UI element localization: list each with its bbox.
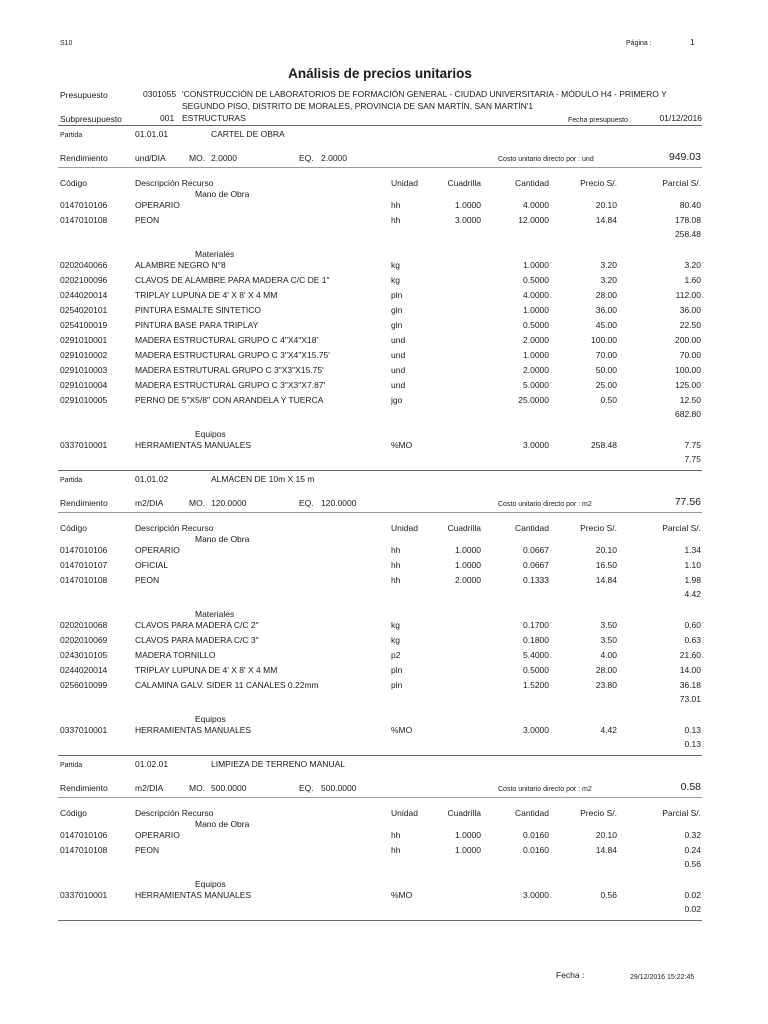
item-code: 0254100019	[60, 320, 108, 330]
item-cantidad: 1.0000	[523, 305, 549, 315]
item-unit: hh	[391, 200, 401, 210]
item-parcial: 36.18	[679, 680, 701, 690]
item-precio: 50.00	[595, 365, 617, 375]
item-parcial: 21.60	[679, 650, 701, 660]
group-title: Materiales	[195, 609, 235, 619]
item-precio: 25.00	[595, 380, 617, 390]
item-unit: hh	[391, 575, 401, 585]
rendimiento-divider	[58, 512, 702, 513]
group-subtotal: 682.80	[675, 409, 701, 419]
item-precio: 16.50	[595, 560, 617, 570]
item-description: MADERA ESTRUCTURAL GRUPO C 3"X3"X7.87'	[135, 380, 326, 390]
item-cantidad: 1.0000	[523, 260, 549, 270]
group-subtotal: 73.01	[679, 694, 701, 704]
item-parcial: 0.32	[684, 830, 701, 840]
item-code: 0202040066	[60, 260, 108, 270]
costo-label: Costo unitario directo por : und	[498, 156, 594, 163]
item-cuadrilla: 1.0000	[455, 200, 481, 210]
item-unit: gln	[391, 320, 403, 330]
item-code: 0243010105	[60, 650, 108, 660]
item-code: 0254020101	[60, 305, 108, 315]
item-description: TRIPLAY LUPUNA DE 4' X 8' X 4 MM	[135, 665, 278, 675]
item-unit: %MO	[391, 440, 413, 450]
group-title: Mano de Obra	[195, 534, 250, 544]
item-cantidad: 3.0000	[523, 890, 549, 900]
item-unit: und	[391, 365, 406, 375]
fecha-presupuesto: 01/12/2016	[659, 113, 702, 123]
item-description: PERNO DE 5"X5/8" CON ARANDELA Y TUERCA	[135, 395, 324, 405]
mo-value: 120.0000	[211, 498, 247, 508]
item-unit: pln	[391, 290, 403, 300]
item-description: PINTURA BASE PARA TRIPLAY	[135, 320, 259, 330]
col-header-descripcion: Descripción Recurso	[135, 808, 214, 818]
item-parcial: 36.00	[679, 305, 701, 315]
col-header-parcial: Parcial S/.	[662, 808, 701, 818]
eq-label: EQ.	[299, 153, 314, 163]
subpresupuesto-label: Subpresupuesto	[60, 114, 122, 124]
item-parcial: 125.00	[675, 380, 701, 390]
item-precio: 20.10	[595, 200, 617, 210]
item-precio: 36.00	[595, 305, 617, 315]
item-precio: 3.50	[600, 635, 617, 645]
item-description: MADERA ESTRUCTURAL GRUPO C 4"X4"X18'	[135, 335, 319, 345]
eq-label: EQ.	[299, 783, 314, 793]
item-description: CLAVOS DE ALAMBRE PARA MADERA C/C DE 1"	[135, 275, 330, 285]
eq-value: 120.0000	[321, 498, 357, 508]
page-title: Análisis de precios unitarios	[288, 66, 472, 81]
item-description: PEON	[135, 215, 160, 225]
item-precio: 20.10	[595, 830, 617, 840]
group-title: Equipos	[195, 879, 226, 889]
item-parcial: 7.75	[684, 440, 701, 450]
group-title: Equipos	[195, 714, 226, 724]
item-parcial: 70.00	[679, 350, 701, 360]
partida-code: 01.01.02	[135, 474, 169, 484]
item-description: MADERA ESTRUCTURAL GRUPO C 3"X4"X15.75'	[135, 350, 330, 360]
eq-label: EQ.	[299, 498, 314, 508]
group-subtotal: 0.02	[684, 904, 701, 914]
item-unit: und	[391, 350, 406, 360]
header-divider	[58, 125, 702, 126]
col-header-parcial: Parcial S/.	[662, 178, 701, 188]
costo-unitario: 77.56	[674, 496, 701, 508]
item-parcial: 12.50	[679, 395, 701, 405]
partida-separator	[58, 470, 702, 471]
item-code: 0202100096	[60, 275, 108, 285]
item-unit: hh	[391, 545, 401, 555]
group-title: Mano de Obra	[195, 189, 250, 199]
group-subtotal: 0.56	[684, 859, 701, 869]
item-parcial: 1.60	[684, 275, 701, 285]
col-header-precio: Precio S/.	[580, 178, 617, 188]
item-cantidad: 12.0000	[518, 215, 549, 225]
item-precio: 14.84	[595, 845, 617, 855]
rendimiento-divider	[58, 797, 702, 798]
item-parcial: 3.20	[684, 260, 701, 270]
item-unit: %MO	[391, 725, 413, 735]
item-description: HERRAMIENTAS MANUALES	[135, 440, 252, 450]
partida-code: 01.01.01	[135, 129, 169, 139]
presupuesto-text-line1: 'CONSTRUCCIÓN DE LABORATORIOS DE FORMACIÓN GENERAL - CIUDAD UNIVERSITARIA - MÓDULO H4 - PRIMERO Y	[182, 89, 667, 99]
presupuesto-text-line2: SEGUNDO PISO, DISTRITO DE MORALES, PROVINCIA DE SAN MARTÍN, SAN MARTÍN'1	[182, 101, 534, 111]
item-precio: 23.80	[595, 680, 617, 690]
item-cantidad: 0.1333	[523, 575, 549, 585]
item-cantidad: 2.0000	[523, 365, 549, 375]
subpresupuesto-name: ESTRUCTURAS	[182, 113, 246, 123]
item-description: PINTURA ESMALTE SINTETICO	[135, 305, 261, 315]
item-code: 0147010108	[60, 845, 108, 855]
item-cantidad: 0.0667	[523, 545, 549, 555]
item-cuadrilla: 1.0000	[455, 560, 481, 570]
item-parcial: 1.34	[684, 545, 701, 555]
item-precio: 45.00	[595, 320, 617, 330]
costo-label: Costo unitario directo por : m2	[498, 501, 592, 508]
col-header-codigo: Código	[60, 523, 87, 533]
item-precio: 0.50	[600, 395, 617, 405]
item-unit: kg	[391, 635, 400, 645]
item-description: PEON	[135, 845, 160, 855]
item-unit: hh	[391, 830, 401, 840]
group-title: Mano de Obra	[195, 819, 250, 829]
item-cuadrilla: 3.0000	[455, 215, 481, 225]
item-unit: hh	[391, 845, 401, 855]
item-parcial: 0.13	[684, 725, 701, 735]
item-unit: hh	[391, 560, 401, 570]
item-precio: 3.20	[600, 260, 617, 270]
partida-label: Partida	[60, 762, 83, 769]
col-header-cantidad: Cantidad	[514, 808, 549, 818]
item-description: ALAMBRE NEGRO N°8	[135, 260, 226, 270]
item-unit: %MO	[391, 890, 413, 900]
item-code: 0147010106	[60, 545, 108, 555]
item-cantidad: 5.4000	[523, 650, 549, 660]
mo-label: MO.	[189, 783, 206, 793]
item-parcial: 100.00	[675, 365, 701, 375]
group-subtotal: 7.75	[684, 454, 701, 464]
item-unit: kg	[391, 260, 400, 270]
rendimiento-label: Rendimiento	[60, 783, 108, 793]
eq-value: 2.0000	[321, 153, 347, 163]
item-code: 0291010004	[60, 380, 108, 390]
col-header-cantidad: Cantidad	[514, 523, 549, 533]
item-precio: 20.10	[595, 545, 617, 555]
item-precio: 0.56	[600, 890, 617, 900]
item-precio: 3.50	[600, 620, 617, 630]
partida-name: ALMACEN DE 10m X 15 m	[211, 474, 315, 484]
item-unit: jgo	[391, 395, 403, 405]
presupuesto-code: 0301055	[143, 89, 177, 99]
item-code: 0337010001	[60, 890, 108, 900]
item-parcial: 14.00	[679, 665, 701, 675]
col-header-cuadrilla: Cuadrilla	[447, 808, 481, 818]
item-unit: gln	[391, 305, 403, 315]
col-header-unidad: Unidad	[391, 178, 418, 188]
item-parcial: 112.00	[675, 290, 701, 300]
item-precio: 3.20	[600, 275, 617, 285]
item-cuadrilla: 1.0000	[455, 830, 481, 840]
item-parcial: 0.60	[684, 620, 701, 630]
item-precio: 70.00	[595, 350, 617, 360]
item-cantidad: 25.0000	[518, 395, 549, 405]
group-subtotal: 0.13	[684, 739, 701, 749]
item-cantidad: 1.5200	[523, 680, 549, 690]
item-description: PEON	[135, 575, 160, 585]
partida-label: Partida	[60, 477, 83, 484]
item-parcial: 200.00	[675, 335, 701, 345]
item-code: 0147010108	[60, 575, 108, 585]
item-precio: 28.00	[595, 665, 617, 675]
item-precio: 4.42	[600, 725, 617, 735]
item-parcial: 178.08	[675, 215, 701, 225]
item-cantidad: 0.5000	[523, 320, 549, 330]
partida-name: LIMPIEZA DE TERRENO MANUAL	[211, 759, 345, 769]
item-code: 0337010001	[60, 725, 108, 735]
group-title: Materiales	[195, 249, 235, 259]
item-unit: pln	[391, 665, 403, 675]
item-cantidad: 0.1700	[523, 620, 549, 630]
rendimiento-label: Rendimiento	[60, 498, 108, 508]
footer-fecha-label: Fecha :	[556, 970, 585, 980]
item-code: 0147010107	[60, 560, 108, 570]
footer-fecha-value: 29/12/2016 15:22:45	[630, 974, 695, 981]
mo-label: MO.	[189, 498, 206, 508]
item-precio: 14.84	[595, 575, 617, 585]
system-id: S10	[60, 40, 73, 47]
item-parcial: 1.98	[684, 575, 701, 585]
item-cantidad: 5.0000	[523, 380, 549, 390]
item-description: OPERARIO	[135, 200, 180, 210]
costo-unitario: 949.03	[668, 151, 701, 163]
item-code: 0244020014	[60, 290, 108, 300]
item-unit: kg	[391, 620, 400, 630]
item-code: 0147010108	[60, 215, 108, 225]
col-header-parcial: Parcial S/.	[662, 523, 701, 533]
item-unit: hh	[391, 215, 401, 225]
col-header-descripcion: Descripción Recurso	[135, 523, 214, 533]
item-code: 0202010069	[60, 635, 108, 645]
col-header-precio: Precio S/.	[580, 523, 617, 533]
item-unit: und	[391, 380, 406, 390]
subpresupuesto-code: 001	[160, 113, 175, 123]
item-description: CLAVOS PARA MADERA C/C 3"	[135, 635, 259, 645]
col-header-codigo: Código	[60, 178, 87, 188]
item-code: 0244020014	[60, 665, 108, 675]
item-parcial: 0.02	[684, 890, 701, 900]
rendimiento-label: Rendimiento	[60, 153, 108, 163]
item-cantidad: 4.0000	[523, 290, 549, 300]
item-precio: 28.00	[595, 290, 617, 300]
col-header-codigo: Código	[60, 808, 87, 818]
item-description: CLAVOS PARA MADERA C/C 2"	[135, 620, 259, 630]
item-parcial: 0.24	[684, 845, 701, 855]
item-precio: 100.00	[591, 335, 617, 345]
group-title: Equipos	[195, 429, 226, 439]
item-code: 0202010068	[60, 620, 108, 630]
mo-label: MO.	[189, 153, 206, 163]
item-cantidad: 3.0000	[523, 440, 549, 450]
item-description: TRIPLAY LUPUNA DE 4' X 8' X 4 MM	[135, 290, 278, 300]
item-code: 0337010001	[60, 440, 108, 450]
item-cantidad: 0.0667	[523, 560, 549, 570]
item-unit: und	[391, 335, 406, 345]
item-description: OFICIAL	[135, 560, 169, 570]
partida-separator	[58, 755, 702, 756]
item-description: OPERARIO	[135, 545, 180, 555]
item-cuadrilla: 2.0000	[455, 575, 481, 585]
rendimiento-unit: m2/DIA	[135, 498, 164, 508]
item-description: MADERA ESTRUTURAL GRUPO C 3"X3"X15.75'	[135, 365, 324, 375]
item-cantidad: 0.0160	[523, 845, 549, 855]
page-number: 1	[690, 37, 695, 47]
item-cantidad: 0.1800	[523, 635, 549, 645]
item-description: MADERA TORNILLO	[135, 650, 216, 660]
item-cantidad: 0.5000	[523, 665, 549, 675]
rendimiento-unit: m2/DIA	[135, 783, 164, 793]
col-header-cuadrilla: Cuadrilla	[447, 178, 481, 188]
rendimiento-unit: und/DIA	[135, 153, 166, 163]
item-parcial: 1.10	[684, 560, 701, 570]
item-description: HERRAMIENTAS MANUALES	[135, 725, 252, 735]
item-cantidad: 1.0000	[523, 350, 549, 360]
mo-value: 500.0000	[211, 783, 247, 793]
partida-label: Partida	[60, 132, 83, 139]
col-header-cantidad: Cantidad	[514, 178, 549, 188]
item-unit: p2	[391, 650, 401, 660]
item-code: 0291010001	[60, 335, 108, 345]
item-parcial: 80.40	[679, 200, 701, 210]
item-unit: pln	[391, 680, 403, 690]
col-header-unidad: Unidad	[391, 808, 418, 818]
item-description: HERRAMIENTAS MANUALES	[135, 890, 252, 900]
item-cantidad: 3.0000	[523, 725, 549, 735]
fecha-presupuesto-label: Fecha presupuesto	[568, 117, 628, 124]
item-cantidad: 0.0160	[523, 830, 549, 840]
item-precio: 258.48	[591, 440, 617, 450]
item-code: 0291010003	[60, 365, 108, 375]
item-code: 0291010005	[60, 395, 108, 405]
col-header-cuadrilla: Cuadrilla	[447, 523, 481, 533]
page-label: Página :	[626, 40, 652, 47]
rendimiento-divider	[58, 167, 702, 168]
col-header-unidad: Unidad	[391, 523, 418, 533]
item-precio: 14.84	[595, 215, 617, 225]
costo-unitario: 0.58	[680, 781, 701, 793]
item-code: 0291010002	[60, 350, 108, 360]
item-precio: 4.00	[600, 650, 617, 660]
item-code: 0147010106	[60, 830, 108, 840]
costo-label: Costo unitario directo por : m2	[498, 786, 592, 793]
partida-code: 01.02.01	[135, 759, 169, 769]
item-cantidad: 0.5000	[523, 275, 549, 285]
item-cantidad: 2.0000	[523, 335, 549, 345]
item-cuadrilla: 1.0000	[455, 845, 481, 855]
item-code: 0256010099	[60, 680, 108, 690]
col-header-descripcion: Descripción Recurso	[135, 178, 214, 188]
item-description: CALAMINA GALV. SIDER 11 CANALES 0.22mm	[135, 680, 319, 690]
item-cuadrilla: 1.0000	[455, 545, 481, 555]
eq-value: 500.0000	[321, 783, 357, 793]
item-cantidad: 4.0000	[523, 200, 549, 210]
item-code: 0147010106	[60, 200, 108, 210]
item-parcial: 0.63	[684, 635, 701, 645]
item-description: OPERARIO	[135, 830, 180, 840]
item-parcial: 22.50	[679, 320, 701, 330]
item-unit: kg	[391, 275, 400, 285]
mo-value: 2.0000	[211, 153, 237, 163]
group-subtotal: 4.42	[684, 589, 701, 599]
group-subtotal: 258.48	[675, 229, 701, 239]
partida-name: CARTEL DE OBRA	[211, 129, 285, 139]
final-separator	[58, 920, 702, 921]
col-header-precio: Precio S/.	[580, 808, 617, 818]
presupuesto-label: Presupuesto	[60, 90, 108, 100]
